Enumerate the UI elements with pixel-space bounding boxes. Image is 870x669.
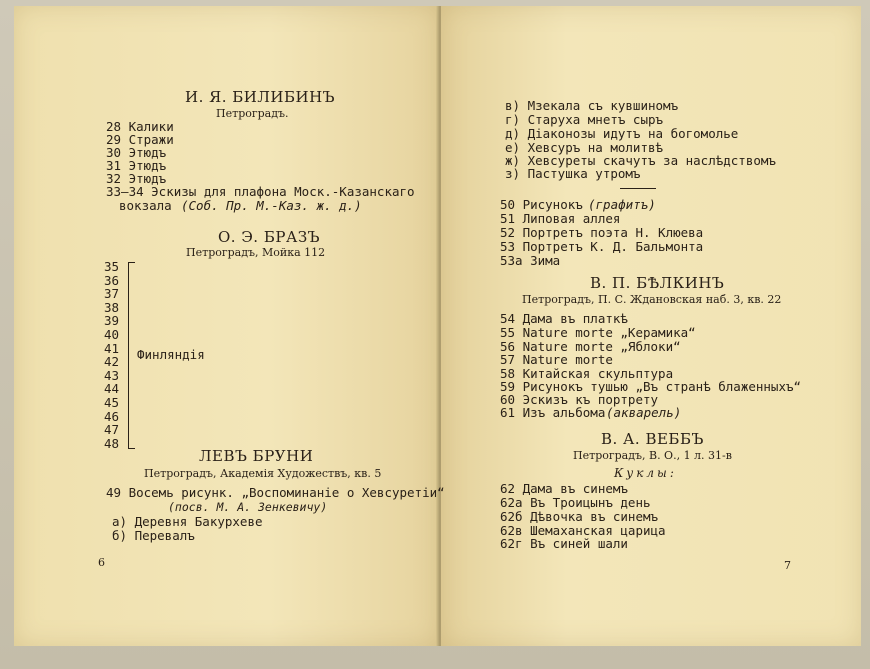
list-item: д) Діаконозы идутъ на богомолье <box>505 126 739 141</box>
artist-name-belkin: В. П. БѢЛКИНЪ <box>590 274 725 292</box>
list-item: ж) Хевсуреты скачутъ за наслѣдствомъ <box>505 153 776 168</box>
list-item-note: (графитъ) <box>588 197 656 212</box>
list-number: 37 <box>104 286 120 302</box>
artist-city-bruni: Петроградъ, Академія Художествъ, кв. 5 <box>144 467 382 480</box>
list-item: 33—34 Эскизы для плафона Моск.-Казанскаго <box>106 184 415 199</box>
list-number: 44 <box>104 381 120 397</box>
list-item: 58 Китайская скульптура <box>500 366 674 381</box>
artist-city-braz: Петроградъ, Мойка 112 <box>186 246 326 259</box>
list-item: 30 Этюдъ <box>106 145 167 160</box>
artist-name-webb: В. А. ВЕББЪ <box>601 430 704 448</box>
list-number: 45 <box>104 395 120 410</box>
list-item: г) Старуха мнетъ сыръ <box>505 112 664 127</box>
list-item: 62а Въ Троицынъ день <box>500 495 651 510</box>
page-number-right: 7 <box>784 559 791 572</box>
group-label-finland: Финляндія <box>137 347 205 362</box>
section-subheading-dolls: Куклы: <box>614 466 677 480</box>
list-number: 47 <box>104 422 120 438</box>
artist-city-bilibin: Петроградъ. <box>216 107 289 120</box>
list-item: 28 Калики <box>106 119 174 134</box>
list-item: з) Пастушка утромъ <box>505 166 641 181</box>
artist-city-webb: Петроградъ, В. О., 1 л. 31-в <box>573 449 732 462</box>
list-item: 53а Зима <box>500 253 561 268</box>
list-number: 38 <box>104 299 120 315</box>
list-item-note: (посв. М. А. Зенкевичу) <box>168 500 328 514</box>
list-item: вокзала <box>119 198 172 213</box>
list-number: 48 <box>104 435 120 451</box>
list-item: 49 Восемь рисунк. „Воспоминаніе о Хевсуретіи“ <box>106 485 445 500</box>
list-item: е) Хевсуръ на молитвѣ <box>505 140 664 155</box>
artist-name-bruni: ЛЕВЪ БРУНИ <box>199 447 314 465</box>
list-item: 62б Дѣвочка въ синемъ <box>500 509 659 524</box>
list-item: 29 Стражи <box>106 132 174 147</box>
list-item-note: (акварель) <box>606 405 682 420</box>
list-item-note: (Соб. Пр. М.-Каз. ж. д.) <box>181 198 362 213</box>
list-item: 59 Рисунокъ тушью „Въ странѣ блаженныхъ“ <box>500 379 802 394</box>
artist-name-braz: О. Э. БРАЗЪ <box>218 228 321 246</box>
list-number: 42 <box>104 354 120 370</box>
artist-city-belkin: Петроградъ, П. С. Ждановская наб. 3, кв. 22 <box>522 293 782 306</box>
list-number: 41 <box>104 340 120 356</box>
list-item: 31 Этюдъ <box>106 158 167 173</box>
list-item: 50 Рисунокъ <box>500 197 583 212</box>
list-item: 62 Дама въ синемъ <box>500 481 628 496</box>
list-number: 40 <box>104 327 120 342</box>
list-item: 56 Nature morte „Яблоки“ <box>500 339 681 354</box>
list-item: 57 Nature morte <box>500 352 613 367</box>
list-item: в) Мзекала съ кувшиномъ <box>505 98 679 113</box>
bracket <box>128 262 135 449</box>
list-number: 35 <box>104 259 120 274</box>
list-number: 36 <box>104 272 120 288</box>
list-number: 43 <box>104 367 120 383</box>
artist-name-bilibin: И. Я. БИЛИБИНЪ <box>185 88 336 106</box>
list-item: 52 Портретъ поэта Н. Клюева <box>500 225 704 240</box>
list-item: 60 Эскизъ къ портрету <box>500 392 659 407</box>
list-number: 39 <box>104 313 120 329</box>
list-item: а) Деревня Бакурхеве <box>112 514 263 529</box>
list-item: 54 Дама въ платкѣ <box>500 311 628 326</box>
list-item: 32 Этюдъ <box>106 171 167 186</box>
list-number: 46 <box>104 408 120 424</box>
list-item: 51 Липовая аллея <box>500 211 621 226</box>
list-item: 62г Въ синей шали <box>500 536 628 551</box>
list-item: 55 Nature morte „Керамика“ <box>500 325 696 340</box>
list-item: 53 Портретъ К. Д. Бальмонта <box>500 239 704 254</box>
page-number-left: 6 <box>98 556 105 569</box>
list-item: б) Перевалъ <box>112 528 195 543</box>
list-item: 61 Изъ альбома <box>500 405 606 420</box>
list-item: 62в Шемаханская царица <box>500 523 666 538</box>
divider <box>620 188 656 189</box>
